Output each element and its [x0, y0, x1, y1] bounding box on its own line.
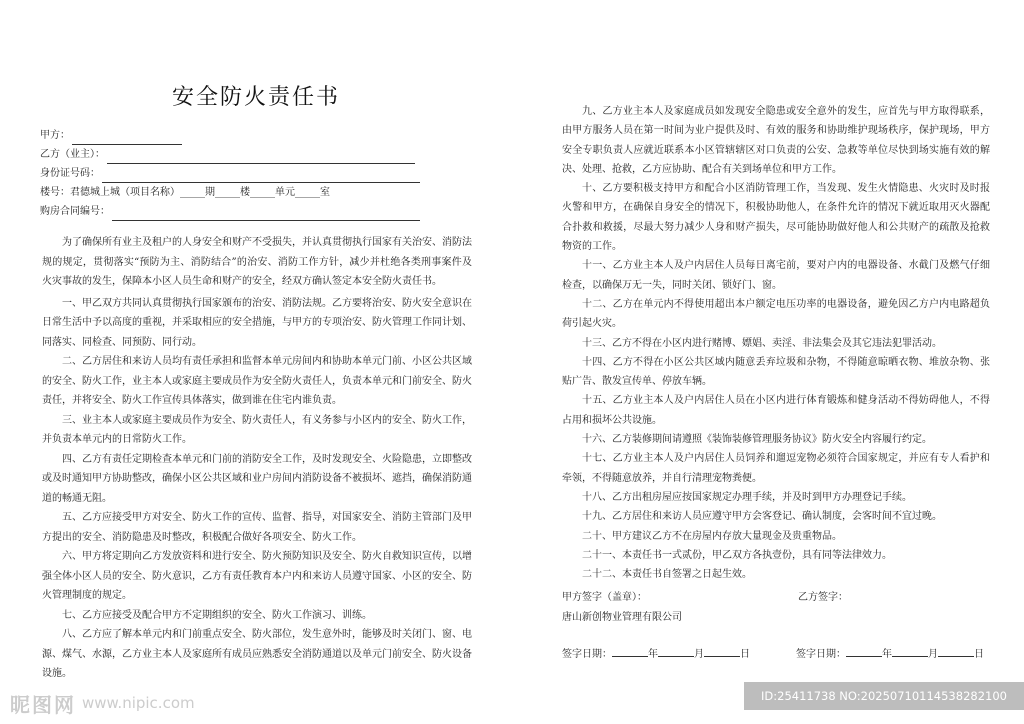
paragraph: 九、乙方业主本人及家庭成员如发现安全隐患或安全意外的发生，应首先与甲方取得联系，由甲方服务人员在第一时间为业户提供及时、有效的服务和协助维护现场秩序，保护现场，甲方安全专职负责人应就近联系本小区管辖辖区对口负责的公安、急救等单位尽快到场实施有效的解决、处理、抢救，乙方应协助、配合有关到场单位和甲方工作。: [562, 106, 990, 175]
day-label: 日: [974, 649, 984, 660]
company-name: 唐山新创物业管理有限公司: [562, 612, 682, 623]
paragraph: 八、乙方应了解本单元内和门前重点安全、防火部位，发生意外时，能够及时关闭门、窗、电源、煤气、水源，乙方业主本人及家庭所有成员应熟悉安全消防通道以及单元门前安全、防火设备设施。: [42, 629, 472, 679]
id-number-field: [40, 164, 440, 183]
building-field: [40, 183, 440, 202]
date-label: 签字日期：: [562, 649, 612, 660]
party-a-sign-date: [562, 645, 750, 660]
paragraph: 一、甲乙双方共同认真贯彻执行国家颁布的治安、消防法规。乙方要将治安、防火安全意识在日常生活中予以高度的重视，并采取相应的安全措施，与甲方的专项治安、防火管理工作同计划、同落实、同检查、同预防、同行动。: [42, 297, 472, 348]
paragraph: 十九、乙方居住和来访人员应遵守甲方会客登记、确认制度，会客时间不宜过晚。: [582, 511, 942, 523]
paragraph: 为了确保所有业主及租户的人身安全和财产不受损失，并认真贯彻执行国家有关治安、消防法规的规定，贯彻落实“预防为主、消防结合”的治安、消防工作方针，减少并杜绝各类刑事案件及火灾事故的发生，保障本小区人员生命和财产的安全，经双方确认签定本安全防火责任书。: [42, 237, 472, 287]
paragraph: 二十二、本责任书自签署之日起生效。: [582, 569, 752, 581]
contract-number-line: [112, 207, 420, 221]
paragraph: 十七、乙方业主本人及户内居住人员饲养和遛逗宠物必须符合国家规定，并应有专人看护和牵领，不得随意放养，并自行清理宠物粪便。: [562, 453, 990, 484]
paragraph: 十八、乙方出租房屋应按国家规定办理手续，并及时到甲方办理登记手续。: [582, 491, 912, 503]
party-a-field: [40, 126, 440, 145]
watermark-id-bar: ID:25411738 NO:20250710114538282100: [744, 682, 1024, 710]
party-a-signature-label: 甲方签字（盖章）：: [562, 592, 647, 603]
contract-number-label: 购房合同编号：: [40, 206, 110, 217]
party-b-field: [40, 145, 440, 164]
day-blank: [938, 646, 974, 657]
paragraph: 十二、乙方在单元内不得使用超出本户额定电压功率的电器设备，避免因乙方户内电路超负荷引起火灾。: [562, 298, 990, 330]
id-number-label: 身份证号码：: [40, 168, 100, 179]
contract-number-field: [40, 202, 440, 221]
month-label: 月: [928, 649, 938, 660]
right-body: [562, 102, 990, 584]
building-label: 楼号：君德城上城（项目名称）_____期_____楼_____单元_____室: [40, 187, 330, 198]
id-number-line: [102, 169, 420, 183]
paragraph: 十一、乙方业主本人及户内居住人员每日离宅前，要对户内的电器设备、水截门及燃气仔细检查，以确保万无一失，同时关闭、锁好门、窗。: [562, 260, 990, 291]
party-b-signature-label: 乙方签字：: [798, 592, 848, 603]
year-blank: [846, 646, 882, 657]
paragraph: 十六、乙方装修期间请遵照《装饰装修管理服务协议》防火安全内容履行约定。: [582, 434, 932, 446]
year-label: 年: [882, 649, 892, 660]
party-b-label: 乙方（业主）：: [40, 149, 105, 160]
year-label: 年: [648, 649, 658, 660]
paragraph: 七、乙方应接受及配合甲方不定期组织的安全、防火工作演习、训练。: [62, 609, 372, 621]
paragraph: 二、乙方居住和来访人员均有责任承担和监督本单元房间内和协助本单元门前、小区公共区域的安全、防火工作，业主本人或家庭主要成员作为安全防火责任人，负责本单元和门前安全、防火责任，并将安全、防火工作宣传具体落实，做到谁在住宅内谁负责。: [42, 356, 472, 406]
date-label: 签字日期：: [796, 649, 846, 660]
paragraph: 十四、乙方不得在小区公共区域内随意丢弃垃圾和杂物，不得随意晾晒衣物、堆放杂物、张贴广告、散发宣传单、停放车辆。: [562, 356, 990, 388]
day-label: 日: [740, 649, 750, 660]
party-fields: [40, 126, 440, 221]
paragraph: 四、乙方有责任定期检查本单元和门前的消防安全工作，及时发现安全、火险隐患，立即整改或及时通知甲方协助整改，确保小区公共区域和业户房间内消防设备不被损坏、遮挡，确保消防通道的畅通无阻。: [42, 453, 472, 504]
paragraph: 二十、甲方建议乙方不在房屋内存放大量现金及贵重物品。: [582, 530, 842, 542]
month-label: 月: [694, 649, 704, 660]
watermark-logo-area: [0, 682, 280, 724]
month-blank: [892, 646, 928, 657]
paragraph: 十三、乙方不得在小区内进行赌博、嫖娼、卖淫、非法集会及其它违法犯罪活动。: [582, 337, 942, 349]
paragraph: 五、乙方应接受甲方对安全、防火工作的宣传、监督、指导，对国家安全、消防主管部门及甲方提出的安全、消防隐患及时整改，积极配合做好各项安全、防火工作。: [42, 512, 472, 543]
watermark-site: www.nipic.com: [82, 694, 195, 712]
left-body: [42, 233, 472, 684]
month-blank: [658, 646, 694, 657]
paragraph: 三、业主本人或家庭主要成员作为安全、防火责任人，有义务参与小区内的安全、防火工作，并负责本单元内的日常防火工作。: [42, 414, 472, 445]
party-b-sign-date: [796, 645, 984, 660]
paragraph: 二十一、本责任书一式贰份，甲乙双方各执壹份，具有同等法律效力。: [582, 549, 892, 561]
document-title: 安全防火责任书: [171, 85, 340, 110]
paragraph: 六、甲方将定期向乙方发放资料和进行安全、防火预防知识及安全、防火自救知识宣传，以增强全体小区人员的安全、防火意识，乙方有责任教育本户内和来访人员遵守国家、小区的安全、防火管理制度的规定。: [42, 551, 472, 601]
party-a-label: 甲方：: [40, 130, 70, 141]
party-b-line: [107, 150, 415, 164]
paragraph: 十、乙方要积极支持甲方和配合小区消防管理工作，当发现、发生火情隐患、火灾时及时报火警和甲方，在确保自身安全的情况下，积极协助他人，在条件允许的情况下就近取用灭火器配合扑救和救援，尽最大努力减少人身和财产损失，尽可能协助做好他人和公共财产的疏散及抢救物资的工作。: [562, 183, 990, 253]
paragraph: 十五、乙方业主本人及户内居住人员在小区内进行体育锻炼和健身活动不得妨碍他人，不得占用和损坏公共设施。: [562, 395, 990, 426]
watermark-logo: 昵图网: [10, 692, 76, 717]
day-blank: [704, 646, 740, 657]
year-blank: [612, 646, 648, 657]
party-a-line: [72, 131, 182, 145]
